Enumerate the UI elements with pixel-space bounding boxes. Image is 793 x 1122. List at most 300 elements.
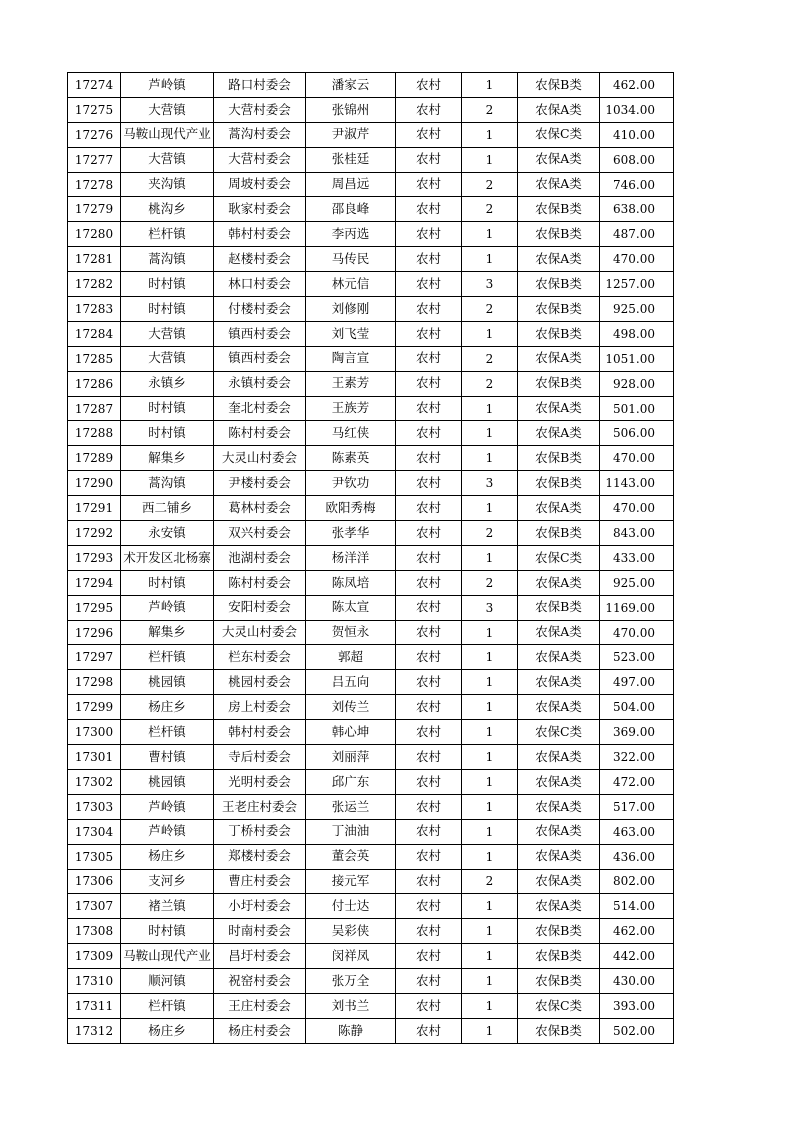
count-cell: 1 bbox=[462, 396, 518, 421]
count-cell: 1 bbox=[462, 695, 518, 720]
table-row bbox=[68, 147, 674, 172]
table-row bbox=[68, 73, 674, 98]
table-row bbox=[68, 869, 674, 894]
village-cell: 光明村委会 bbox=[214, 769, 306, 794]
type-cell: 农村 bbox=[396, 147, 462, 172]
village-cell: 林口村委会 bbox=[214, 272, 306, 297]
count-cell: 2 bbox=[462, 371, 518, 396]
name-cell: 张锦州 bbox=[306, 97, 396, 122]
type-cell: 农村 bbox=[396, 844, 462, 869]
type-cell: 农村 bbox=[396, 396, 462, 421]
type-cell: 农村 bbox=[396, 570, 462, 595]
amount-cell: 514.00 bbox=[600, 894, 674, 919]
count-cell: 1 bbox=[462, 73, 518, 98]
amount-cell: 502.00 bbox=[600, 1018, 674, 1043]
type-cell: 农村 bbox=[396, 695, 462, 720]
town-cell: 永安镇 bbox=[121, 521, 214, 546]
category-cell: 农保B类 bbox=[518, 944, 600, 969]
count-cell: 1 bbox=[462, 321, 518, 346]
name-cell: 郭超 bbox=[306, 645, 396, 670]
category-cell: 农保A类 bbox=[518, 97, 600, 122]
table-row bbox=[68, 122, 674, 147]
table-row bbox=[68, 97, 674, 122]
category-cell: 农保C类 bbox=[518, 993, 600, 1018]
category-cell: 农保B类 bbox=[518, 595, 600, 620]
type-cell: 农村 bbox=[396, 247, 462, 272]
village-cell: 大营村委会 bbox=[214, 97, 306, 122]
id-cell: 17279 bbox=[68, 197, 121, 222]
name-cell: 刘书兰 bbox=[306, 993, 396, 1018]
category-cell: 农保A类 bbox=[518, 147, 600, 172]
name-cell: 刘飞莹 bbox=[306, 321, 396, 346]
category-cell: 农保B类 bbox=[518, 272, 600, 297]
count-cell: 2 bbox=[462, 869, 518, 894]
village-cell: 赵楼村委会 bbox=[214, 247, 306, 272]
village-cell: 大灵山村委会 bbox=[214, 446, 306, 471]
town-cell: 杨庄乡 bbox=[121, 844, 214, 869]
table-row bbox=[68, 346, 674, 371]
count-cell: 2 bbox=[462, 197, 518, 222]
type-cell: 农村 bbox=[396, 73, 462, 98]
name-cell: 邵良峰 bbox=[306, 197, 396, 222]
category-cell: 农保A类 bbox=[518, 172, 600, 197]
count-cell: 1 bbox=[462, 446, 518, 471]
type-cell: 农村 bbox=[396, 521, 462, 546]
name-cell: 张孝华 bbox=[306, 521, 396, 546]
village-cell: 昌圩村委会 bbox=[214, 944, 306, 969]
table-row bbox=[68, 919, 674, 944]
table-row bbox=[68, 944, 674, 969]
type-cell: 农村 bbox=[396, 869, 462, 894]
id-cell: 17293 bbox=[68, 545, 121, 570]
table-row bbox=[68, 421, 674, 446]
town-cell: 桃园镇 bbox=[121, 769, 214, 794]
type-cell: 农村 bbox=[396, 670, 462, 695]
village-cell: 寺后村委会 bbox=[214, 745, 306, 770]
amount-cell: 802.00 bbox=[600, 869, 674, 894]
type-cell: 农村 bbox=[396, 1018, 462, 1043]
id-cell: 17298 bbox=[68, 670, 121, 695]
table-row bbox=[68, 894, 674, 919]
amount-cell: 436.00 bbox=[600, 844, 674, 869]
amount-cell: 843.00 bbox=[600, 521, 674, 546]
village-cell: 池湖村委会 bbox=[214, 545, 306, 570]
town-cell: 时村镇 bbox=[121, 396, 214, 421]
category-cell: 农保B类 bbox=[518, 1018, 600, 1043]
category-cell: 农保A类 bbox=[518, 645, 600, 670]
count-cell: 1 bbox=[462, 919, 518, 944]
village-cell: 葛林村委会 bbox=[214, 496, 306, 521]
count-cell: 3 bbox=[462, 471, 518, 496]
count-cell: 2 bbox=[462, 172, 518, 197]
category-cell: 农保B类 bbox=[518, 521, 600, 546]
category-cell: 农保B类 bbox=[518, 919, 600, 944]
table-row bbox=[68, 819, 674, 844]
name-cell: 贺恒永 bbox=[306, 620, 396, 645]
amount-cell: 462.00 bbox=[600, 919, 674, 944]
category-cell: 农保B类 bbox=[518, 197, 600, 222]
count-cell: 1 bbox=[462, 545, 518, 570]
town-cell: 芦岭镇 bbox=[121, 794, 214, 819]
village-cell: 祝窑村委会 bbox=[214, 969, 306, 994]
amount-cell: 504.00 bbox=[600, 695, 674, 720]
table-row bbox=[68, 222, 674, 247]
category-cell: 农保A类 bbox=[518, 670, 600, 695]
table-row bbox=[68, 272, 674, 297]
name-cell: 董会英 bbox=[306, 844, 396, 869]
name-cell: 邱广东 bbox=[306, 769, 396, 794]
type-cell: 农村 bbox=[396, 819, 462, 844]
category-cell: 农保A类 bbox=[518, 346, 600, 371]
table-row bbox=[68, 620, 674, 645]
table-row bbox=[68, 247, 674, 272]
count-cell: 1 bbox=[462, 993, 518, 1018]
amount-cell: 608.00 bbox=[600, 147, 674, 172]
id-cell: 17276 bbox=[68, 122, 121, 147]
amount-cell: 472.00 bbox=[600, 769, 674, 794]
town-cell: 永镇乡 bbox=[121, 371, 214, 396]
count-cell: 1 bbox=[462, 1018, 518, 1043]
table-row bbox=[68, 769, 674, 794]
category-cell: 农保A类 bbox=[518, 247, 600, 272]
town-cell: 芦岭镇 bbox=[121, 73, 214, 98]
type-cell: 农村 bbox=[396, 645, 462, 670]
amount-cell: 463.00 bbox=[600, 819, 674, 844]
name-cell: 杨洋洋 bbox=[306, 545, 396, 570]
village-cell: 路口村委会 bbox=[214, 73, 306, 98]
table-row bbox=[68, 396, 674, 421]
type-cell: 农村 bbox=[396, 545, 462, 570]
id-cell: 17284 bbox=[68, 321, 121, 346]
village-cell: 小圩村委会 bbox=[214, 894, 306, 919]
amount-cell: 470.00 bbox=[600, 446, 674, 471]
name-cell: 潘家云 bbox=[306, 73, 396, 98]
amount-cell: 1143.00 bbox=[600, 471, 674, 496]
table-row bbox=[68, 745, 674, 770]
table-row bbox=[68, 321, 674, 346]
name-cell: 闵祥凤 bbox=[306, 944, 396, 969]
id-cell: 17285 bbox=[68, 346, 121, 371]
table-row bbox=[68, 297, 674, 322]
category-cell: 农保A类 bbox=[518, 869, 600, 894]
category-cell: 农保A类 bbox=[518, 421, 600, 446]
table-row bbox=[68, 695, 674, 720]
table-row bbox=[68, 471, 674, 496]
type-cell: 农村 bbox=[396, 496, 462, 521]
name-cell: 张运兰 bbox=[306, 794, 396, 819]
name-cell: 尹淑芹 bbox=[306, 122, 396, 147]
id-cell: 17295 bbox=[68, 595, 121, 620]
type-cell: 农村 bbox=[396, 97, 462, 122]
id-cell: 17292 bbox=[68, 521, 121, 546]
roster-table bbox=[67, 72, 674, 1044]
id-cell: 17311 bbox=[68, 993, 121, 1018]
type-cell: 农村 bbox=[396, 272, 462, 297]
id-cell: 17274 bbox=[68, 73, 121, 98]
village-cell: 韩村村委会 bbox=[214, 222, 306, 247]
count-cell: 1 bbox=[462, 421, 518, 446]
village-cell: 奎北村委会 bbox=[214, 396, 306, 421]
town-cell: 支河乡 bbox=[121, 869, 214, 894]
id-cell: 17281 bbox=[68, 247, 121, 272]
type-cell: 农村 bbox=[396, 794, 462, 819]
name-cell: 吕五向 bbox=[306, 670, 396, 695]
type-cell: 农村 bbox=[396, 297, 462, 322]
id-cell: 17309 bbox=[68, 944, 121, 969]
type-cell: 农村 bbox=[396, 620, 462, 645]
count-cell: 1 bbox=[462, 247, 518, 272]
count-cell: 2 bbox=[462, 346, 518, 371]
town-cell: 桃沟乡 bbox=[121, 197, 214, 222]
id-cell: 17304 bbox=[68, 819, 121, 844]
type-cell: 农村 bbox=[396, 346, 462, 371]
amount-cell: 470.00 bbox=[600, 247, 674, 272]
town-cell: 桃园镇 bbox=[121, 670, 214, 695]
id-cell: 17288 bbox=[68, 421, 121, 446]
amount-cell: 746.00 bbox=[600, 172, 674, 197]
village-cell: 房上村委会 bbox=[214, 695, 306, 720]
category-cell: 农保A类 bbox=[518, 769, 600, 794]
count-cell: 2 bbox=[462, 297, 518, 322]
type-cell: 农村 bbox=[396, 321, 462, 346]
name-cell: 尹钦功 bbox=[306, 471, 396, 496]
name-cell: 周昌远 bbox=[306, 172, 396, 197]
type-cell: 农村 bbox=[396, 969, 462, 994]
amount-cell: 523.00 bbox=[600, 645, 674, 670]
type-cell: 农村 bbox=[396, 197, 462, 222]
count-cell: 1 bbox=[462, 620, 518, 645]
category-cell: 农保A类 bbox=[518, 620, 600, 645]
category-cell: 农保A类 bbox=[518, 695, 600, 720]
table-row bbox=[68, 570, 674, 595]
table-row bbox=[68, 794, 674, 819]
count-cell: 1 bbox=[462, 944, 518, 969]
name-cell: 马传民 bbox=[306, 247, 396, 272]
village-cell: 周坡村委会 bbox=[214, 172, 306, 197]
town-cell: 时村镇 bbox=[121, 919, 214, 944]
town-cell: 栏杆镇 bbox=[121, 222, 214, 247]
count-cell: 1 bbox=[462, 844, 518, 869]
table-row bbox=[68, 844, 674, 869]
id-cell: 17302 bbox=[68, 769, 121, 794]
category-cell: 农保B类 bbox=[518, 222, 600, 247]
name-cell: 王族芳 bbox=[306, 396, 396, 421]
category-cell: 农保B类 bbox=[518, 297, 600, 322]
count-cell: 1 bbox=[462, 496, 518, 521]
id-cell: 17277 bbox=[68, 147, 121, 172]
town-cell: 时村镇 bbox=[121, 297, 214, 322]
id-cell: 17300 bbox=[68, 720, 121, 745]
name-cell: 丁油油 bbox=[306, 819, 396, 844]
village-cell: 桃园村委会 bbox=[214, 670, 306, 695]
category-cell: 农保B类 bbox=[518, 969, 600, 994]
table-row bbox=[68, 1018, 674, 1043]
count-cell: 3 bbox=[462, 272, 518, 297]
amount-cell: 1169.00 bbox=[600, 595, 674, 620]
count-cell: 1 bbox=[462, 222, 518, 247]
type-cell: 农村 bbox=[396, 993, 462, 1018]
village-cell: 陈村村委会 bbox=[214, 570, 306, 595]
count-cell: 1 bbox=[462, 819, 518, 844]
amount-cell: 497.00 bbox=[600, 670, 674, 695]
name-cell: 陶言宣 bbox=[306, 346, 396, 371]
town-cell: 解集乡 bbox=[121, 620, 214, 645]
category-cell: 农保B类 bbox=[518, 446, 600, 471]
village-cell: 韩村村委会 bbox=[214, 720, 306, 745]
amount-cell: 410.00 bbox=[600, 122, 674, 147]
category-cell: 农保C类 bbox=[518, 122, 600, 147]
name-cell: 刘修刚 bbox=[306, 297, 396, 322]
name-cell: 韩心坤 bbox=[306, 720, 396, 745]
count-cell: 3 bbox=[462, 595, 518, 620]
type-cell: 农村 bbox=[396, 745, 462, 770]
town-cell: 夹沟镇 bbox=[121, 172, 214, 197]
type-cell: 农村 bbox=[396, 944, 462, 969]
table-row bbox=[68, 371, 674, 396]
amount-cell: 487.00 bbox=[600, 222, 674, 247]
id-cell: 17306 bbox=[68, 869, 121, 894]
town-cell: 大营镇 bbox=[121, 147, 214, 172]
table-row bbox=[68, 197, 674, 222]
name-cell: 刘丽萍 bbox=[306, 745, 396, 770]
town-cell: 马鞍山现代产业 bbox=[121, 122, 214, 147]
village-cell: 栏东村委会 bbox=[214, 645, 306, 670]
amount-cell: 498.00 bbox=[600, 321, 674, 346]
category-cell: 农保A类 bbox=[518, 496, 600, 521]
category-cell: 农保A类 bbox=[518, 844, 600, 869]
town-cell: 时村镇 bbox=[121, 570, 214, 595]
type-cell: 农村 bbox=[396, 720, 462, 745]
name-cell: 李丙选 bbox=[306, 222, 396, 247]
town-cell: 芦岭镇 bbox=[121, 595, 214, 620]
id-cell: 17291 bbox=[68, 496, 121, 521]
category-cell: 农保B类 bbox=[518, 321, 600, 346]
amount-cell: 1051.00 bbox=[600, 346, 674, 371]
name-cell: 陈太宣 bbox=[306, 595, 396, 620]
village-cell: 付楼村委会 bbox=[214, 297, 306, 322]
id-cell: 17301 bbox=[68, 745, 121, 770]
name-cell: 欧阳秀梅 bbox=[306, 496, 396, 521]
town-cell: 蒿沟镇 bbox=[121, 247, 214, 272]
amount-cell: 517.00 bbox=[600, 794, 674, 819]
type-cell: 农村 bbox=[396, 769, 462, 794]
category-cell: 农保A类 bbox=[518, 819, 600, 844]
amount-cell: 470.00 bbox=[600, 620, 674, 645]
id-cell: 17287 bbox=[68, 396, 121, 421]
town-cell: 栏杆镇 bbox=[121, 645, 214, 670]
id-cell: 17303 bbox=[68, 794, 121, 819]
village-cell: 杨庄村委会 bbox=[214, 1018, 306, 1043]
count-cell: 1 bbox=[462, 122, 518, 147]
village-cell: 大灵山村委会 bbox=[214, 620, 306, 645]
name-cell: 刘传兰 bbox=[306, 695, 396, 720]
id-cell: 17282 bbox=[68, 272, 121, 297]
village-cell: 永镇村委会 bbox=[214, 371, 306, 396]
town-cell: 蒿沟镇 bbox=[121, 471, 214, 496]
village-cell: 镇西村委会 bbox=[214, 321, 306, 346]
village-cell: 镇西村委会 bbox=[214, 346, 306, 371]
count-cell: 2 bbox=[462, 570, 518, 595]
table-body bbox=[68, 73, 674, 1044]
village-cell: 蒿沟村委会 bbox=[214, 122, 306, 147]
count-cell: 1 bbox=[462, 894, 518, 919]
amount-cell: 430.00 bbox=[600, 969, 674, 994]
amount-cell: 393.00 bbox=[600, 993, 674, 1018]
village-cell: 王庄村委会 bbox=[214, 993, 306, 1018]
id-cell: 17310 bbox=[68, 969, 121, 994]
amount-cell: 506.00 bbox=[600, 421, 674, 446]
count-cell: 1 bbox=[462, 147, 518, 172]
id-cell: 17286 bbox=[68, 371, 121, 396]
id-cell: 17275 bbox=[68, 97, 121, 122]
id-cell: 17299 bbox=[68, 695, 121, 720]
town-cell: 栏杆镇 bbox=[121, 993, 214, 1018]
type-cell: 农村 bbox=[396, 894, 462, 919]
id-cell: 17307 bbox=[68, 894, 121, 919]
table-row bbox=[68, 595, 674, 620]
id-cell: 17305 bbox=[68, 844, 121, 869]
village-cell: 时南村委会 bbox=[214, 919, 306, 944]
table-row bbox=[68, 446, 674, 471]
amount-cell: 470.00 bbox=[600, 496, 674, 521]
category-cell: 农保C类 bbox=[518, 720, 600, 745]
town-cell: 曹村镇 bbox=[121, 745, 214, 770]
type-cell: 农村 bbox=[396, 919, 462, 944]
id-cell: 17289 bbox=[68, 446, 121, 471]
amount-cell: 442.00 bbox=[600, 944, 674, 969]
name-cell: 陈凤培 bbox=[306, 570, 396, 595]
category-cell: 农保C类 bbox=[518, 545, 600, 570]
count-cell: 1 bbox=[462, 969, 518, 994]
table-row bbox=[68, 720, 674, 745]
amount-cell: 1257.00 bbox=[600, 272, 674, 297]
town-cell: 褚兰镇 bbox=[121, 894, 214, 919]
type-cell: 农村 bbox=[396, 222, 462, 247]
table-row bbox=[68, 993, 674, 1018]
category-cell: 农保A类 bbox=[518, 794, 600, 819]
type-cell: 农村 bbox=[396, 471, 462, 496]
name-cell: 张桂廷 bbox=[306, 147, 396, 172]
village-cell: 陈村村委会 bbox=[214, 421, 306, 446]
type-cell: 农村 bbox=[396, 421, 462, 446]
count-cell: 2 bbox=[462, 521, 518, 546]
amount-cell: 925.00 bbox=[600, 570, 674, 595]
id-cell: 17280 bbox=[68, 222, 121, 247]
name-cell: 付士达 bbox=[306, 894, 396, 919]
type-cell: 农村 bbox=[396, 595, 462, 620]
id-cell: 17308 bbox=[68, 919, 121, 944]
category-cell: 农保B类 bbox=[518, 371, 600, 396]
town-cell: 顺河镇 bbox=[121, 969, 214, 994]
count-cell: 1 bbox=[462, 645, 518, 670]
amount-cell: 928.00 bbox=[600, 371, 674, 396]
town-cell: 杨庄乡 bbox=[121, 1018, 214, 1043]
count-cell: 1 bbox=[462, 794, 518, 819]
id-cell: 17296 bbox=[68, 620, 121, 645]
category-cell: 农保A类 bbox=[518, 396, 600, 421]
amount-cell: 638.00 bbox=[600, 197, 674, 222]
village-cell: 丁桥村委会 bbox=[214, 819, 306, 844]
amount-cell: 369.00 bbox=[600, 720, 674, 745]
type-cell: 农村 bbox=[396, 371, 462, 396]
name-cell: 张万全 bbox=[306, 969, 396, 994]
name-cell: 林元信 bbox=[306, 272, 396, 297]
amount-cell: 433.00 bbox=[600, 545, 674, 570]
town-cell: 西二铺乡 bbox=[121, 496, 214, 521]
table-row bbox=[68, 969, 674, 994]
town-cell: 时村镇 bbox=[121, 421, 214, 446]
amount-cell: 322.00 bbox=[600, 745, 674, 770]
